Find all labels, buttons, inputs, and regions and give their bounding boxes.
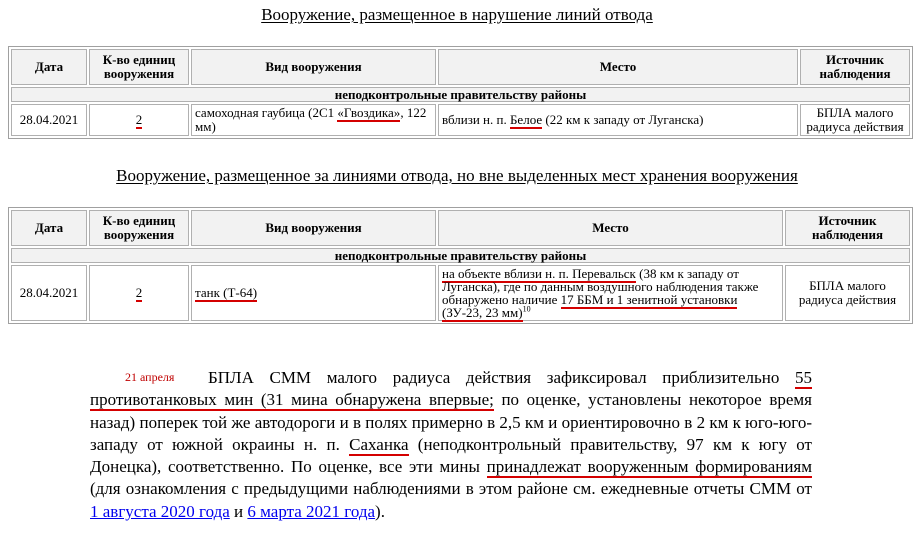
column-header-type: Вид вооружения <box>191 210 436 246</box>
margin-note: 21 апреля <box>125 370 175 384</box>
region-row <box>11 248 910 263</box>
ownership-highlight: принадлежат вооруженным формированиям <box>486 457 813 477</box>
paragraph-text: БПЛА СММ малого радиуса действия зафиксировал приблизительно <box>208 368 795 387</box>
mines-highlight: 55 противотанковых мин (31 мина обнаружена впервые; <box>90 368 812 410</box>
report-link-march-2021[interactable]: 6 марта 2021 года <box>247 501 376 521</box>
place-text-mid: (38 км к западу от Луганска), где по данным воздушного наблюдения также обнаружено наличие <box>442 266 759 307</box>
count-value: 2 <box>135 112 143 127</box>
paragraph-text: (неподконтрольный правительству, 97 км к югу от Донецка), соответственно. По оценке, все эти мины <box>90 434 812 477</box>
count-value: 2 <box>135 285 143 300</box>
cell-date: 28.04.2021 <box>11 104 87 136</box>
section-heading-outside-storage: Вооружение, размещенное за линиями отвода, но вне выделенных мест хранения вооружения <box>116 166 798 185</box>
table-row <box>11 104 910 136</box>
place-text: вблизи н. п. <box>442 112 510 127</box>
paragraph-text: (для ознакомления с предыдущими наблюдениями в этом районе см. ежедневные отчеты СММ от <box>90 479 812 499</box>
place-highlight: Белое <box>509 112 543 127</box>
type-highlight: танк (Т-64) <box>195 285 258 300</box>
type-text-end: , 122 мм) <box>195 105 427 134</box>
column-header-place: Место <box>438 210 783 246</box>
cell-source: БПЛА малого радиуса действия <box>785 265 910 321</box>
place-text-end: (22 км к западу от Луганска) <box>542 112 704 127</box>
section-heading-violations: Вооружение, размещенное в нарушение линий отвода <box>261 5 653 24</box>
column-header-source: Источник наблюдения <box>800 49 910 85</box>
cell-place <box>438 104 798 136</box>
weapons-table-violations <box>8 46 913 139</box>
cell-type <box>191 265 436 321</box>
type-text: самоходная гаубица (2С1 <box>195 105 338 120</box>
place-highlight: Перевальск <box>572 266 636 281</box>
footnote-ref: 10 <box>522 304 531 314</box>
column-header-date: Дата <box>11 49 87 85</box>
column-header-date: Дата <box>11 210 87 246</box>
region-row <box>11 87 910 102</box>
column-header-count: К-во единиц вооружения <box>89 210 189 246</box>
cell-place <box>438 265 783 321</box>
cell-date: 28.04.2021 <box>11 265 87 321</box>
paragraph-text: и <box>229 501 248 521</box>
cell-count <box>89 265 189 321</box>
column-header-count: К-во единиц вооружения <box>89 49 189 85</box>
table-header-row <box>11 49 910 85</box>
place-highlight-equipment: 17 ББМ и 1 зенитной установки <box>560 292 738 307</box>
place-text: на объекте вблизи н. п. <box>442 266 573 281</box>
place-text-end: (ЗУ-23, 23 мм) <box>442 305 523 320</box>
weapons-table-outside-storage <box>8 207 913 324</box>
cell-count <box>89 104 189 136</box>
cell-source: БПЛА малого радиуса действия <box>800 104 910 136</box>
column-header-type: Вид вооружения <box>191 49 436 85</box>
report-paragraph <box>90 367 812 523</box>
cell-type <box>191 104 436 136</box>
report-link-august-2020[interactable]: 1 августа 2020 года <box>90 501 230 521</box>
column-header-place: Место <box>438 49 798 85</box>
paragraph-text: ). <box>375 501 385 521</box>
region-label: неподконтрольные правительству районы <box>11 87 910 102</box>
region-label: неподконтрольные правительству районы <box>11 248 910 263</box>
column-header-source: Источник наблюдения <box>785 210 910 246</box>
paragraph-text: по оценке, установлены некоторое время назад) поперек той же автодороги и в полях примерно в 2,5 км и ориентировочно в 2 км к юго-юго-западу от южной окраины н. п. <box>90 390 812 454</box>
table-row <box>11 265 910 321</box>
settlement-highlight: Саханка <box>349 434 409 454</box>
type-highlight: «Гвоздика» <box>337 105 401 120</box>
table-header-row <box>11 210 910 246</box>
